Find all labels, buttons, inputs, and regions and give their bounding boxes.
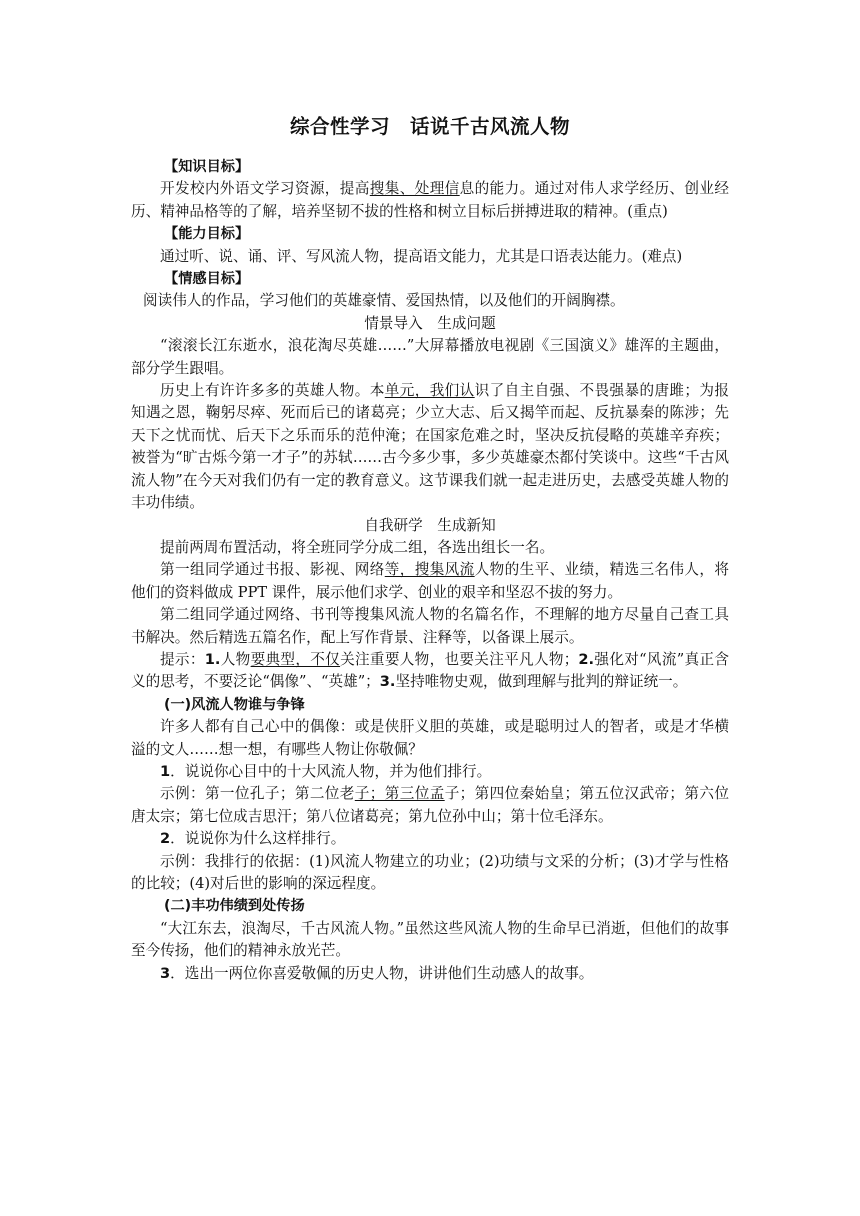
example-2: 示例：我排行的依据：(1)风流人物建立的功业；(2)功绩与文采的分析；(3)才学与性格的比较；(4)对后世的影响的深远程度。 [131,852,729,892]
study-paragraph-2: 第一组同学通过书报、影视、网络等，搜集风流人物的生平、业绩，精选三名伟人，将他们的资料做成 PPT 课件，展示他们求学、创业的艰辛和坚忍不拔的努力。 [131,561,729,601]
question-1: 1．说说你心目中的十大风流人物，并为他们排行。 [160,762,492,780]
emotion-goal-heading: 【情感目标】 [164,271,250,288]
intro-heading: 情景导入 生成问题 [364,314,496,332]
study-paragraph-1: 提前两周布置活动，将全班同学分成二组，各选出组长一名。 [160,538,555,556]
part1-heading: (一)风流人物谁与争锋 [164,696,305,713]
knowledge-goal-heading: 【知识目标】 [164,159,250,175]
part2-paragraph: “大江东去，浪淘尽，千古风流人物。”虽然这些风流人物的生命早已消逝，但他们的故事至今传扬，他们的精神永放光芒。 [131,919,729,960]
part1-paragraph: 许多人都有自己心中的偶像：或是侠肝义胆的英雄，或是聪明过人的智者，或是才华横溢的文人……想一想，有哪些人物让你敬佩？ [131,718,729,758]
underlined-text: 搜集、处理信 [369,180,460,198]
document-page [131,112,729,985]
ability-goal-heading: 【能力目标】 [164,226,250,243]
page-title: 综合性学习 话说千古风流人物 [289,115,570,138]
intro-paragraph-1: “滚滚长江东逝水，浪花淘尽英雄……”大屏幕播放电视剧《三国演义》雄浑的主题曲，部分学生跟唱。 [131,337,729,377]
intro-paragraph-2: 历史上有许许多多的英雄人物。本单元，我们认识了自主自强、不畏强暴的唐雎；为报知遇之恩，鞠躬尽瘁、死而后已的诸葛亮；少立大志、后又揭竿而起、反抗暴秦的陈涉；先天下之忧而忧、后天下之乐而乐的范仲淹；在国家危难之时，坚决反抗侵略的英雄辛弃疾；被誉为“旷古烁今第一才子”的苏轼……古今多少事，多少英雄豪杰都付笑谈中。这些“千古风流人物”在今天对我们仍有一定的教育意义。这节课我们就一起走进历史，去感受英雄人物的丰功伟绩。 [131,382,729,512]
study-heading: 自我研学 生成新知 [364,516,496,534]
emotion-goal-text: 阅读伟人的作品，学习他们的英雄豪情、爱国热情，以及他们的开阔胸襟。 [143,292,625,310]
knowledge-goal-text: 开发校内外语文学习资源，提高搜集、处理信息的能力。通过对伟人求学经历、创业经历、精神品格等的了解，培养坚韧不拔的性格和树立目标后拼搏进取的精神。(重点) [131,180,729,220]
underlined-text: 单元，我们认 [384,382,475,400]
underlined-text: 等，搜集风流 [384,561,475,579]
question-2: 2．说说你为什么这样排行。 [160,830,346,848]
underlined-text: 子；第三位孟 [354,785,445,803]
example-1: 示例：第一位孔子；第二位老子；第三位孟子；第四位秦始皇；第五位汉武帝；第六位唐太宗；第七位成吉思汗；第八位诸葛亮；第九位孙中山；第十位毛泽东。 [131,785,729,825]
part2-heading: (二)丰功伟绩到处传扬 [164,898,305,915]
ability-goal-text: 通过听、说、诵、评、写风流人物，提高语文能力，尤其是口语表达能力。(难点) [160,247,683,265]
question-3: 3．选出一两位你喜爱敬佩的历史人物，讲讲他们生动感人的故事。 [160,964,594,982]
underlined-text: 要典型，不仅 [250,650,341,668]
study-tip: 提示：1.人物要典型，不仅关注重要人物，也要关注平凡人物；2.强化对“风流”真正含义的思考，不要泛论“偶像”、“英雄”；3.坚持唯物史观，做到理解与批判的辩证统一。 [131,650,729,691]
study-paragraph-3: 第二组同学通过网络、书刊等搜集风流人物的名篇名作，不理解的地方尽量自己查工具书解决。然后精选五篇名作，配上写作背景、注释等，以备课上展示。 [131,606,729,646]
